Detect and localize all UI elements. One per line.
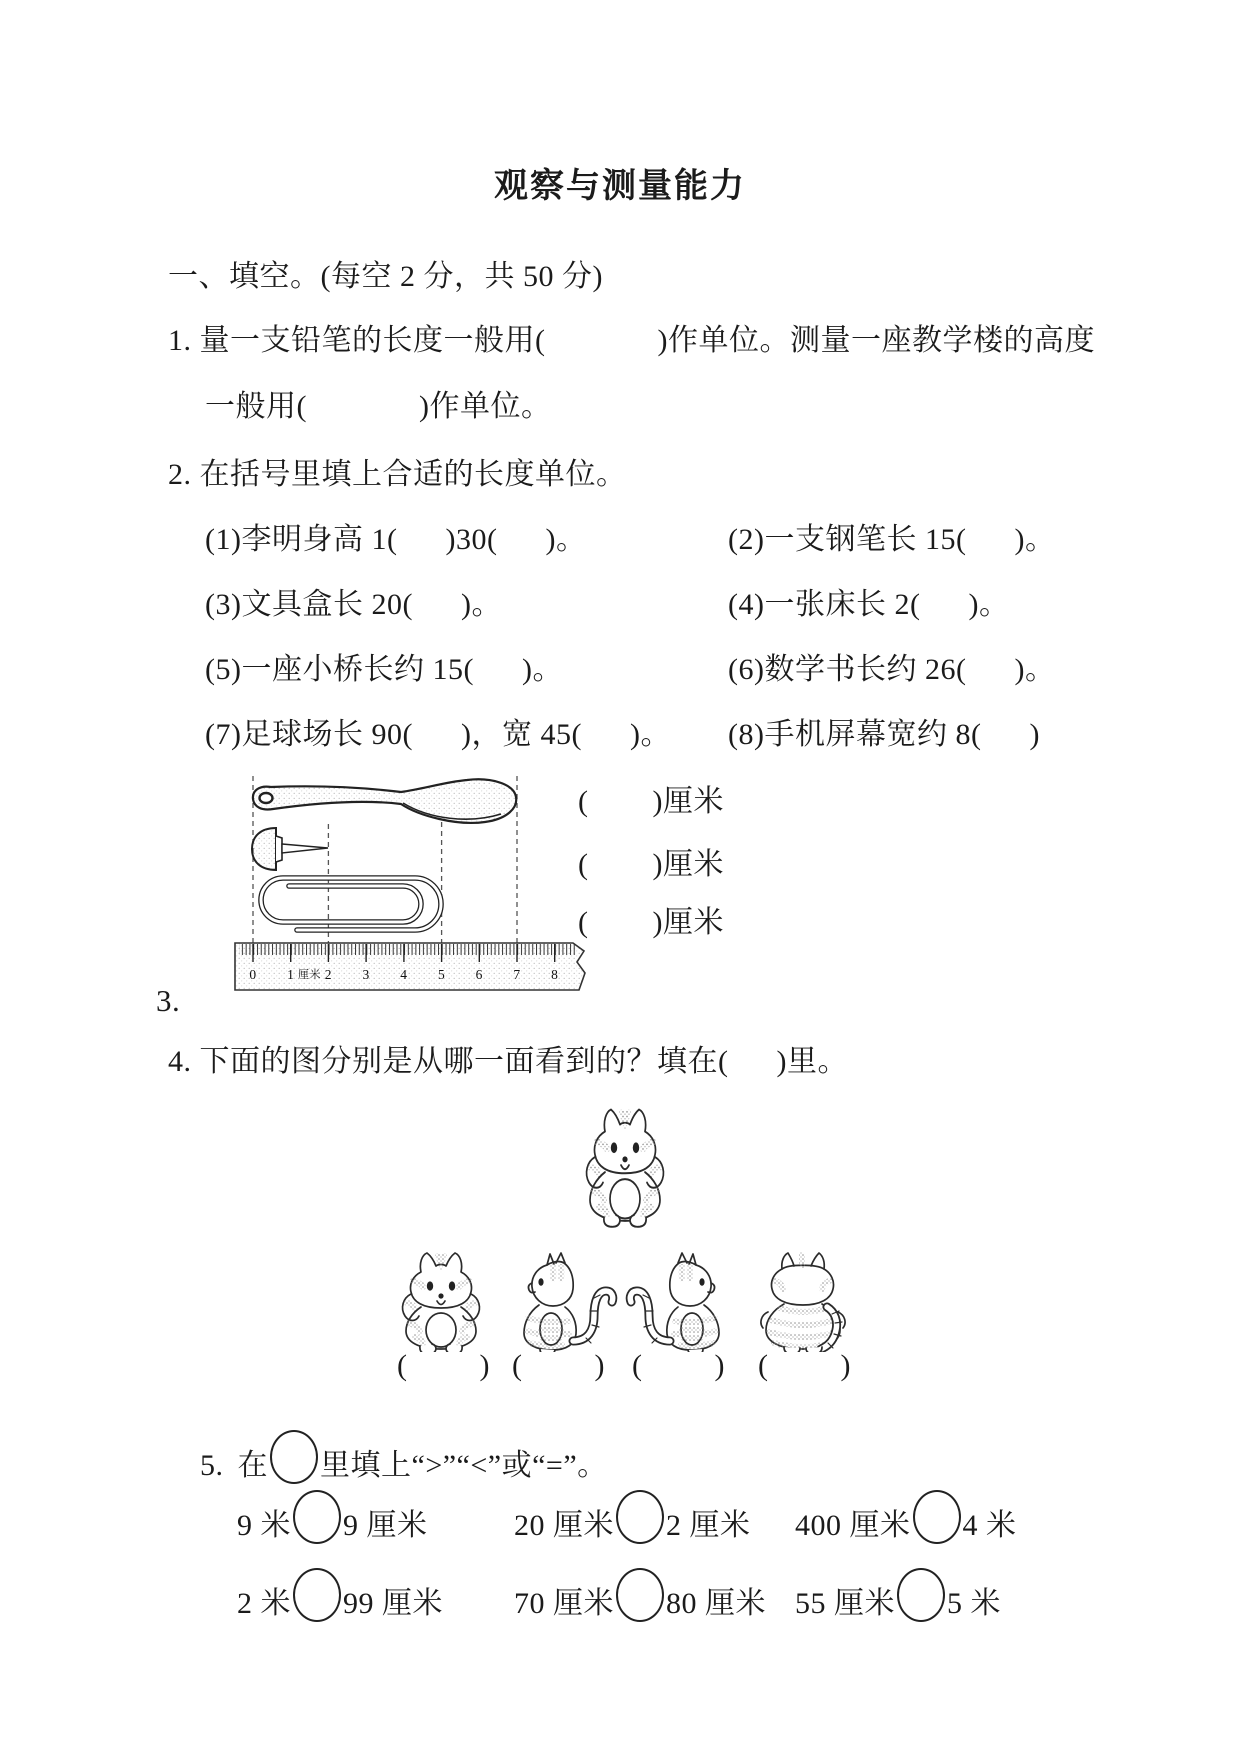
q4-answer-blank-4: ( )	[758, 1349, 851, 1382]
ruler-tick-label: 5	[437, 967, 446, 982]
pushpin-drawing	[252, 828, 328, 870]
question-1-line-1: 1. 量一支铅笔的长度一般用( )作单位。测量一座教学楼的高度	[168, 324, 1095, 357]
comparison-right: 80 厘米	[666, 1587, 766, 1620]
q4-answer-blank-2: ( )	[512, 1349, 605, 1382]
q3-blank-pushpin: ( )厘米	[578, 848, 724, 881]
comparison-item	[205, 1538, 443, 1652]
comparison-right: 2 厘米	[666, 1509, 751, 1542]
comparison-circle	[616, 1490, 664, 1544]
ruler-tick-label: 2	[324, 967, 333, 982]
comparison-item	[482, 1538, 766, 1652]
comparison-right: 5 米	[947, 1587, 1001, 1620]
q3-blank-spoon: ( )厘米	[578, 785, 724, 818]
question-3-number: 3.	[156, 983, 181, 1018]
comparison-left: 70 厘米	[514, 1587, 614, 1620]
q2-item-7: (7)足球场长 90( )，宽 45( )。	[205, 718, 671, 751]
q4-answer-blank-1: ( )	[397, 1349, 490, 1382]
ruler-drawing	[235, 943, 585, 990]
ruler-tick-label: 8	[551, 967, 559, 982]
ruler-tick-label: 3	[362, 967, 370, 982]
q2-item-6: (6)数学书长约 26( )。	[728, 653, 1056, 686]
q2-item-5: (5)一座小桥长约 15( )。	[205, 653, 563, 686]
q4-answer-blank-3: ( )	[632, 1349, 725, 1382]
page-title: 观察与测量能力	[494, 167, 746, 205]
q2-item-1: (1)李明身高 1( )30( )。	[205, 523, 587, 556]
spoon-drawing	[253, 779, 516, 823]
q2-item-2: (2)一支钢笔长 15( )。	[728, 523, 1056, 556]
paperclip-drawing	[261, 878, 441, 930]
ruler-tick-label: 7	[513, 967, 521, 982]
q5-suffix: 里填上“>”“<”或“=”。	[320, 1449, 608, 1482]
comparison-item	[763, 1538, 1001, 1652]
question-5-number: 5.	[200, 1449, 224, 1482]
comparison-right: 9 厘米	[343, 1509, 428, 1542]
q5-prefix: 在	[237, 1449, 268, 1482]
section-header: 一、填空。(每空 2 分，共 50 分)	[168, 260, 603, 293]
ruler-unit-label: 厘米	[298, 969, 321, 981]
comparison-circle	[293, 1490, 341, 1544]
q2-item-8: (8)手机屏幕宽约 8( )	[728, 718, 1040, 751]
ruler-tick-label: 6	[475, 967, 483, 982]
question-1-line-2: 一般用( )作单位。	[205, 390, 552, 423]
measurement-figure	[233, 772, 593, 996]
q2-item-4: (4)一张床长 2( )。	[728, 588, 1010, 621]
question-2-header: 2. 在括号里填上合适的长度单位。	[168, 458, 627, 491]
comparison-left: 20 厘米	[514, 1509, 614, 1542]
ruler-tick-label: 1	[287, 967, 295, 982]
ruler-tick-label: 0	[249, 967, 257, 982]
cat-right-side-view	[630, 1253, 719, 1352]
ruler-tick-label: 4	[400, 967, 408, 982]
question-4-header: 4. 下面的图分别是从哪一面看到的？填在( )里。	[168, 1045, 848, 1078]
comparison-left: 2 米	[237, 1587, 291, 1620]
cat-front-view	[403, 1253, 480, 1352]
comparison-left: 9 米	[237, 1509, 291, 1542]
comparison-circle	[897, 1568, 945, 1622]
cats-figure	[380, 1100, 860, 1352]
cat-back-view	[761, 1253, 845, 1352]
cat-front-view-top	[587, 1109, 664, 1226]
comparison-circle	[616, 1568, 664, 1622]
cat-left-side-view	[524, 1253, 613, 1352]
comparison-right: 4 米	[962, 1509, 1017, 1542]
comparison-circle	[913, 1490, 961, 1544]
q3-blank-paperclip: ( )厘米	[578, 906, 724, 939]
q2-item-3: (3)文具盒长 20( )。	[205, 588, 502, 621]
comparison-circle	[293, 1568, 341, 1622]
comparison-left: 55 厘米	[795, 1587, 895, 1620]
comparison-left: 400 厘米	[795, 1509, 911, 1542]
comparison-right: 99 厘米	[343, 1587, 443, 1620]
